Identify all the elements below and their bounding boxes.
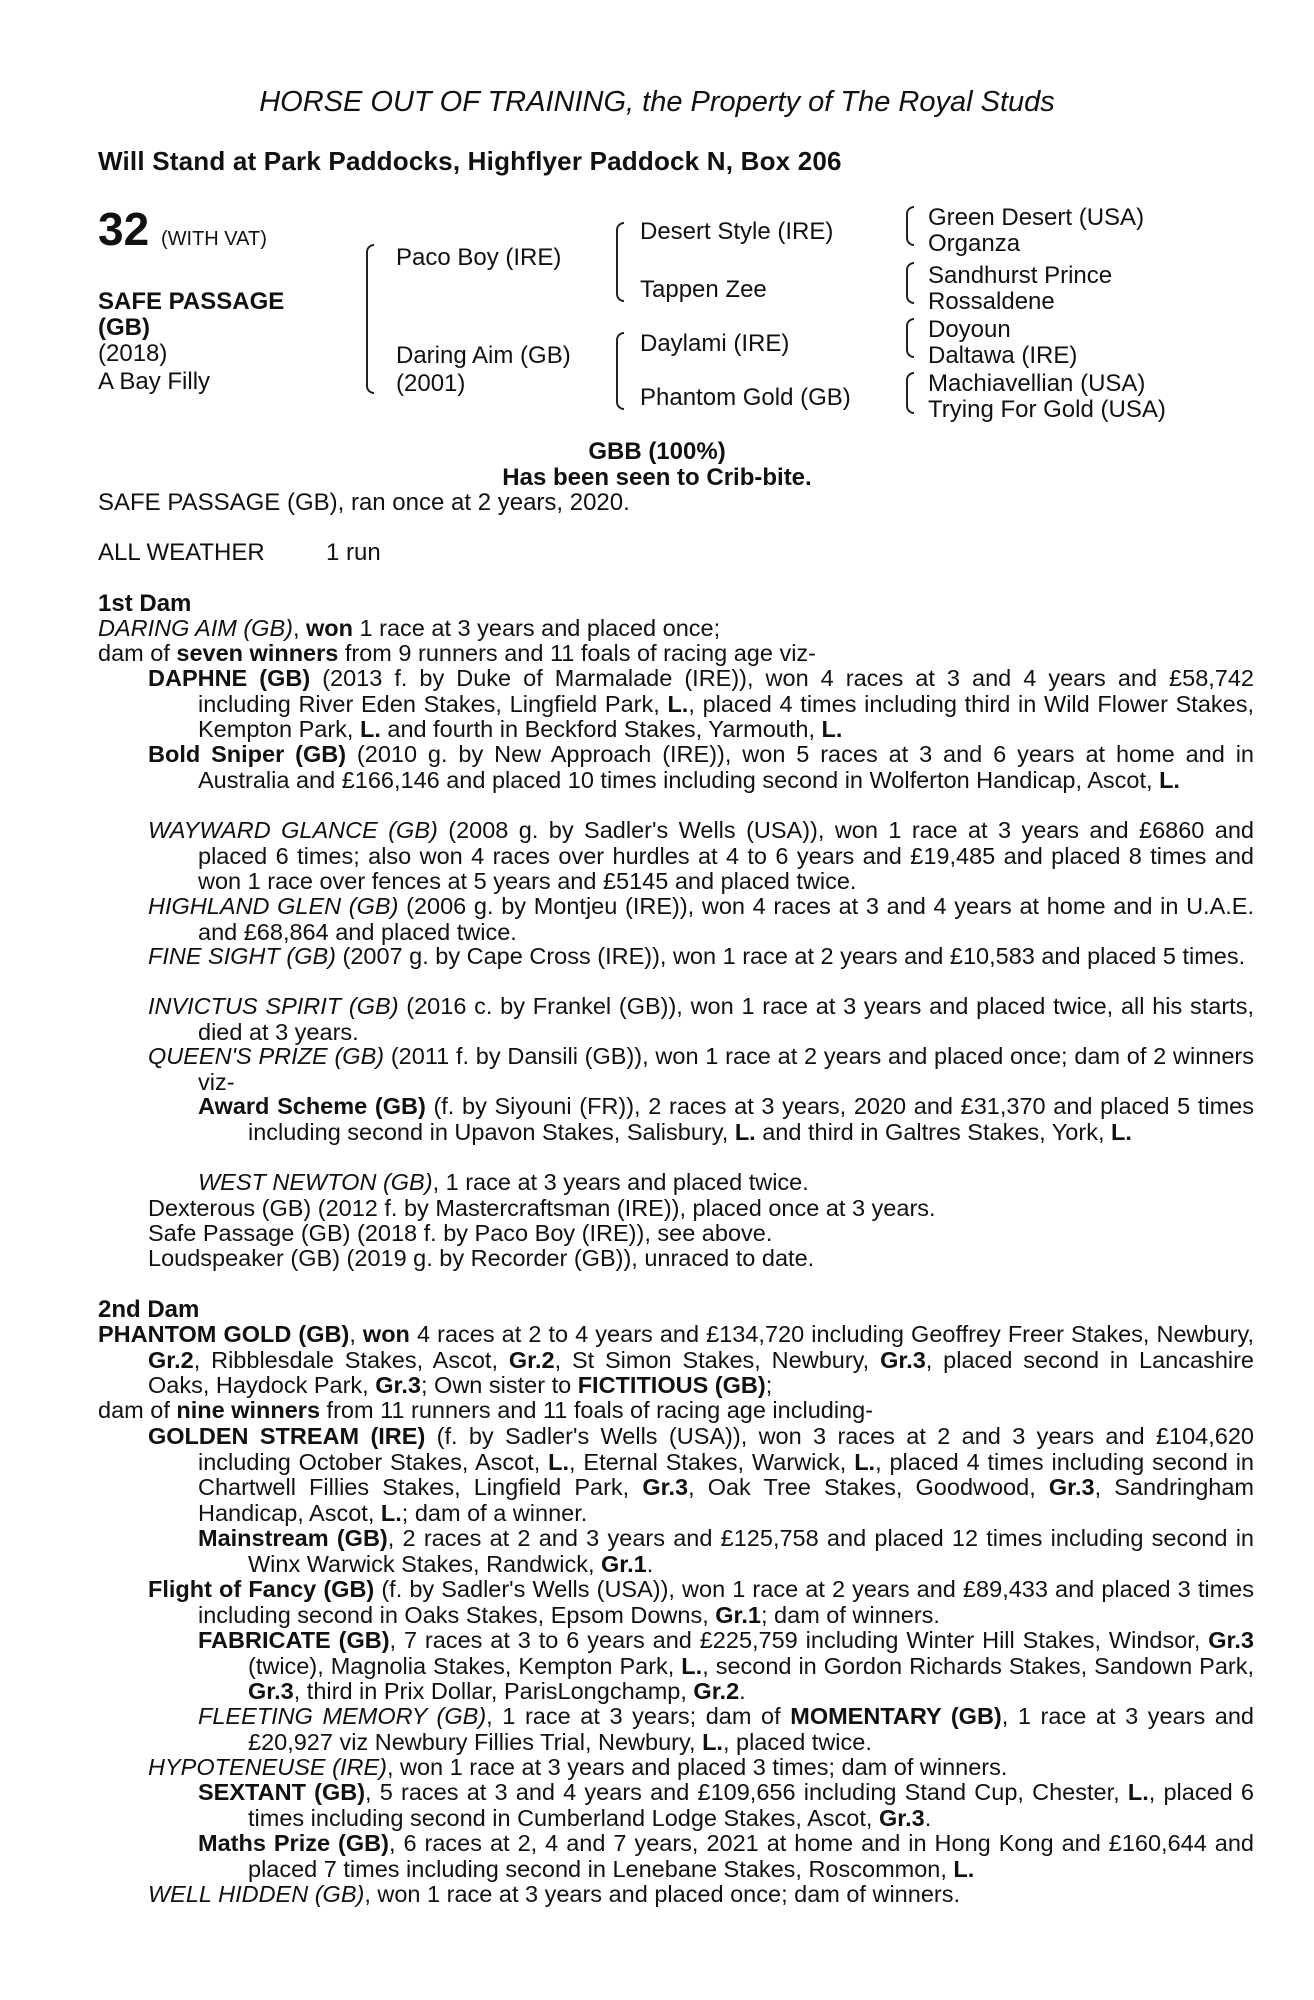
text-run: , second in Gordon Richards Stakes, Sandown Park,	[702, 1652, 1255, 1679]
stand-location: Will Stand at Park Paddocks, Highflyer Paddock N, Box 206	[98, 146, 842, 176]
first-dam-entry-safe-passage: Safe Passage (GB) (2018 f. by Paco Boy (IRE)), see above.	[148, 1220, 773, 1246]
text-run: ; dam of winners.	[761, 1601, 940, 1628]
gbb-note: GBB (100%)	[588, 438, 726, 465]
text-run: L.	[1111, 1118, 1132, 1145]
text-run: from 11 runners and 11 foals of racing age including-	[320, 1397, 874, 1423]
text-run: seven winners	[176, 640, 339, 666]
first-dam-entry-wayward-glance	[148, 818, 1254, 895]
text-run: Gr.2	[508, 1346, 555, 1373]
pedigree-sire-sire: Desert Style (IRE)	[640, 218, 834, 245]
text-run: , 1 race at 3 years and placed twice.	[432, 1169, 809, 1195]
pedigree-dam: Daring Aim (GB)	[396, 342, 571, 369]
text-run: WEST NEWTON (GB)	[198, 1169, 433, 1195]
text-run: L.	[1159, 766, 1180, 793]
text-run: , 7 races at 3 to 6 years and £225,759 including Winter Hill Stakes, Windsor,	[389, 1627, 1209, 1653]
pedigree-ggd-4: Trying For Gold (USA)	[928, 396, 1166, 423]
text-run: , Sandringham Handicap, Ascot,	[198, 1474, 1255, 1526]
text-run: L.	[681, 1652, 703, 1679]
text-run: HYPOTENEUSE (IRE)	[148, 1754, 387, 1780]
text-run: and fourth in Beckford Stakes, Yarmouth,	[380, 716, 822, 742]
text-run: WELL HIDDEN (GB)	[148, 1881, 365, 1907]
text-run: .	[646, 1550, 654, 1577]
second-dam-entry-mainstream	[198, 1526, 1254, 1577]
text-run: L.	[734, 1118, 756, 1145]
first-dam-name: DARING AIM (GB)	[98, 615, 293, 641]
text-run: FLEETING MEMORY (GB)	[198, 1703, 487, 1729]
text-run: ,	[349, 1321, 363, 1347]
text-run: (2013 f. by Duke of Marmalade (IRE)), won 4 races at 3 and 4 years and £58,742 including River Eden Stakes, Lingfield Park,	[198, 665, 1254, 717]
text-run: from 9 runners and 11 foals of racing age viz-	[338, 640, 816, 666]
first-dam-line-2	[98, 641, 1208, 667]
text-run: Maths Prize (GB)	[198, 1830, 389, 1856]
pedigree-ggs-3: Doyoun	[928, 316, 1011, 343]
pedigree-brace-top	[366, 244, 374, 328]
second-dam-paragraph	[98, 1322, 1254, 1399]
first-dam-entry-loudspeaker: Loudspeaker (GB) (2019 g. by Recorder (GB)), unraced to date.	[148, 1245, 815, 1271]
text-run: Gr.1	[601, 1550, 647, 1577]
text-run: Gr.3	[248, 1678, 294, 1704]
first-dam-entry-dexterous: Dexterous (GB) (2012 f. by Mastercraftsman (IRE)), placed once at 3 years.	[148, 1195, 936, 1221]
text-run: L.	[548, 1448, 570, 1475]
text-run: L.	[667, 690, 689, 717]
first-dam-entry-daphne	[148, 666, 1254, 743]
text-run: , won 1 race at 3 years and placed once; dam of winners.	[364, 1881, 960, 1907]
pedigree-ggs-1: Green Desert (USA)	[928, 204, 1145, 231]
pedigree-dam-dam: Phantom Gold (GB)	[640, 384, 851, 411]
text-run: , placed twice.	[722, 1728, 872, 1755]
first-dam-heading: 1st Dam	[98, 590, 192, 617]
text-run: Gr.3	[1048, 1474, 1095, 1500]
first-dam-entry-award-scheme	[198, 1094, 1254, 1145]
first-dam-entry-fine-sight	[148, 944, 1254, 970]
text-run: L.	[702, 1728, 723, 1755]
text-run: ,	[292, 615, 307, 641]
text-run: L.	[854, 1448, 876, 1475]
text-run: , third in Prix Dollar, ParisLongchamp,	[293, 1678, 694, 1704]
first-dam-entry-queens-prize	[148, 1044, 1254, 1095]
pedigree-brace-4	[906, 372, 914, 414]
text-run: (2006 g. by Montjeu (IRE)), won 4 races at 3 and 4 years at home and in U.A.E. and £68,864 and placed twice.	[198, 893, 1254, 945]
second-dam-entry-flight-of-fancy	[148, 1577, 1254, 1628]
pedigree-brace-1	[906, 206, 914, 246]
text-run: , 1 race at 3 years and £20,927 viz Newbury Fillies Trial, Newbury,	[248, 1703, 1255, 1755]
text-run: , St Simon Stakes, Newbury,	[554, 1346, 881, 1373]
text-run: , placed 4 times including second in Chartwell Fillies Stakes, Lingfield Park,	[198, 1448, 1254, 1500]
pedigree-brace-sire	[616, 222, 624, 302]
pedigree-brace-bottom	[366, 326, 374, 394]
text-run: ;	[765, 1372, 773, 1398]
text-run: (f. by Sadler's Wells (USA)), won 1 race at 2 years and £89,433 and placed 3 times including second in Oaks Stakes, Epsom Downs,	[198, 1576, 1254, 1628]
text-run: , won 1 race at 3 years and placed 3 times; dam of winners.	[386, 1754, 1008, 1780]
text-run: .	[924, 1804, 932, 1831]
horse-year: (2018)	[98, 340, 168, 367]
text-run: Gr.3	[878, 1804, 925, 1831]
first-dam-line-1	[98, 616, 1208, 642]
text-run: (f. by Sadler's Wells (USA)), won 3 races at 2 and 3 years and £104,620 including October Stakes, Ascot,	[198, 1423, 1254, 1475]
text-run: L.	[953, 1855, 975, 1882]
first-dam-entry-west-newton	[198, 1170, 1204, 1196]
text-run: , placed 4 times including third in Wild Flower Stakes, Kempton Park,	[198, 690, 1254, 742]
pedigree-dam-year: (2001)	[396, 370, 466, 397]
second-dam-heading: 2nd Dam	[98, 1296, 200, 1323]
first-dam-entry-highland-glen	[148, 894, 1254, 945]
text-run: , placed 6 times including second in Cumberland Lodge Stakes, Ascot,	[248, 1779, 1254, 1831]
text-run: , 5 races at 3 and 4 years and £109,656 including Stand Cup, Chester,	[365, 1779, 1128, 1805]
text-run: , Ribblesdale Stakes, Ascot,	[193, 1346, 509, 1373]
text-run: Gr.3	[880, 1346, 926, 1373]
text-run: ; Own sister to	[420, 1372, 578, 1398]
text-run: .	[739, 1678, 746, 1704]
text-run: , 2 races at 2 and 3 years and £125,758 and placed 12 times including second in Winx Warwick Stakes, Randwick,	[248, 1525, 1254, 1577]
text-run: L.	[380, 1499, 402, 1526]
page-title: HORSE OUT OF TRAINING, the Property of The Royal Studs	[259, 86, 1055, 118]
pedigree-ggs-2: Sandhurst Prince	[928, 262, 1113, 289]
vat-note: (WITH VAT)	[161, 228, 267, 250]
horse-name: SAFE PASSAGE	[98, 288, 285, 315]
text-run: dam of	[98, 1397, 177, 1423]
text-run: FABRICATE (GB)	[198, 1627, 390, 1653]
text-run: Gr.3	[375, 1372, 421, 1398]
text-run: Mainstream (GB)	[198, 1525, 388, 1551]
second-dam-entry-sextant	[198, 1780, 1254, 1831]
second-dam-entry-fabricate	[198, 1628, 1254, 1705]
text-run: , Oak Tree Stakes, Goodwood,	[688, 1474, 1049, 1500]
pedigree-ggd-2: Rossaldene	[928, 288, 1055, 315]
second-dam-line-2	[98, 1398, 1204, 1424]
text-run: PHANTOM GOLD (GB)	[98, 1321, 350, 1347]
pedigree-ggd-1: Organza	[928, 230, 1021, 257]
second-dam-entry-maths-prize	[198, 1831, 1254, 1882]
text-run: FINE SIGHT (GB)	[148, 943, 336, 969]
text-run: , placed second in Lancashire Oaks, Haydock Park,	[148, 1346, 1255, 1398]
horse-description: A Bay Filly	[98, 368, 211, 395]
text-run: ; dam of a winner.	[401, 1499, 588, 1526]
text-run: WAYWARD GLANCE (GB)	[148, 817, 438, 843]
text-run: HIGHLAND GLEN (GB)	[148, 893, 399, 919]
text-run: , Eternal Stakes, Warwick,	[569, 1448, 855, 1475]
first-dam-entry-invictus-spirit	[148, 994, 1254, 1045]
text-run: Gr.2	[693, 1678, 740, 1704]
text-run: Flight of Fancy (GB)	[148, 1576, 375, 1602]
text-run: INVICTUS SPIRIT (GB)	[148, 993, 399, 1019]
text-run: Gr.1	[715, 1601, 761, 1628]
text-run: Award Scheme (GB)	[198, 1093, 426, 1119]
pedigree-brace-3	[906, 318, 914, 358]
text-run: L.	[1127, 1779, 1149, 1805]
second-dam-entry-fleeting-memory	[198, 1704, 1254, 1755]
text-run: MOMENTARY (GB)	[790, 1703, 1002, 1729]
text-run: SEXTANT (GB)	[198, 1779, 366, 1805]
text-run: (2008 g. by Sadler's Wells (USA)), won 1 race at 3 years and £6860 and placed 6 times; also won 4 races over hurdles at 4 to 6 years and £19,485 and placed 8 times and won 1 race over fences at 5 years and £5145 and placed twice.	[198, 817, 1254, 894]
race-summary: SAFE PASSAGE (GB), ran once at 2 years, 2020.	[98, 489, 630, 516]
text-run: dam of	[98, 640, 177, 666]
text-run: FICTITIOUS (GB)	[577, 1372, 766, 1398]
pedigree-brace-dam	[616, 332, 624, 410]
text-run: Gr.3	[1208, 1627, 1254, 1653]
text-run: Gr.2	[148, 1346, 194, 1373]
lot-number: 32	[98, 203, 150, 255]
text-run: 4 races at 2 to 4 years and £134,720 including Geoffrey Freer Stakes, Newbury,	[409, 1321, 1255, 1347]
text-run: (2016 c. by Frankel (GB)), won 1 race at 3 years and placed twice, all his starts, died at 3 years.	[198, 993, 1254, 1045]
text-run: (f. by Siyouni (FR)), 2 races at 3 years, 2020 and £31,370 and placed 5 times including second in Upavon Stakes, Salisbury,	[248, 1093, 1254, 1145]
text-run: won	[362, 1321, 410, 1347]
pedigree-dam-sire: Daylami (IRE)	[640, 330, 790, 357]
crib-bite-note: Has been seen to Crib-bite.	[502, 464, 812, 491]
text-run: nine winners	[176, 1397, 321, 1423]
surface-value: 1 run	[326, 539, 381, 566]
pedigree-sire: Paco Boy (IRE)	[396, 244, 562, 271]
text-run: (2010 g. by New Approach (IRE)), won 5 races at 3 and 6 years at home and in Australia and £166,146 and placed 10 times including second in Wolferton Handicap, Ascot,	[198, 741, 1255, 793]
text-run: QUEEN'S PRIZE (GB)	[148, 1043, 385, 1069]
text-run: L.	[821, 716, 843, 742]
pedigree-brace-2	[906, 262, 914, 304]
text-run: (twice), Magnolia Stakes, Kempton Park,	[248, 1652, 682, 1679]
horse-country: (GB)	[98, 314, 150, 341]
text-run: , 1 race at 3 years; dam of	[486, 1703, 791, 1729]
second-dam-entry-hypoteneuse	[148, 1755, 1204, 1781]
text-run: Bold Sniper (GB)	[148, 741, 347, 767]
pedigree-sire-dam: Tappen Zee	[640, 276, 767, 303]
second-dam-entry-well-hidden	[148, 1882, 1204, 1908]
first-dam-entry-bold-sniper	[148, 742, 1254, 793]
text-run: DAPHNE (GB)	[148, 665, 311, 691]
text-run: (2007 g. by Cape Cross (IRE)), won 1 race at 2 years and £10,583 and placed 5 times.	[336, 943, 1246, 969]
text-run: 1 race at 3 years and placed once;	[353, 615, 721, 641]
pedigree-ggs-4: Machiavellian (USA)	[928, 370, 1146, 397]
text-run: GOLDEN STREAM (IRE)	[148, 1423, 426, 1449]
second-dam-entry-golden-stream	[148, 1424, 1254, 1526]
text-run: , 6 races at 2, 4 and 7 years, 2021 at home and in Hong Kong and £160,644 and placed 7 times including second in Lenebane Stakes, Roscommon,	[248, 1830, 1254, 1882]
text-run: and third in Galtres Stakes, York,	[755, 1118, 1112, 1145]
text-run: L.	[359, 716, 381, 742]
text-run: (2011 f. by Dansili (GB)), won 1 race at 2 years and placed once; dam of 2 winners viz-	[198, 1043, 1254, 1095]
text-run: Gr.3	[642, 1474, 689, 1500]
pedigree-ggd-3: Daltawa (IRE)	[928, 342, 1078, 369]
text-run: won	[306, 615, 354, 641]
surface-label: ALL WEATHER	[98, 539, 265, 566]
